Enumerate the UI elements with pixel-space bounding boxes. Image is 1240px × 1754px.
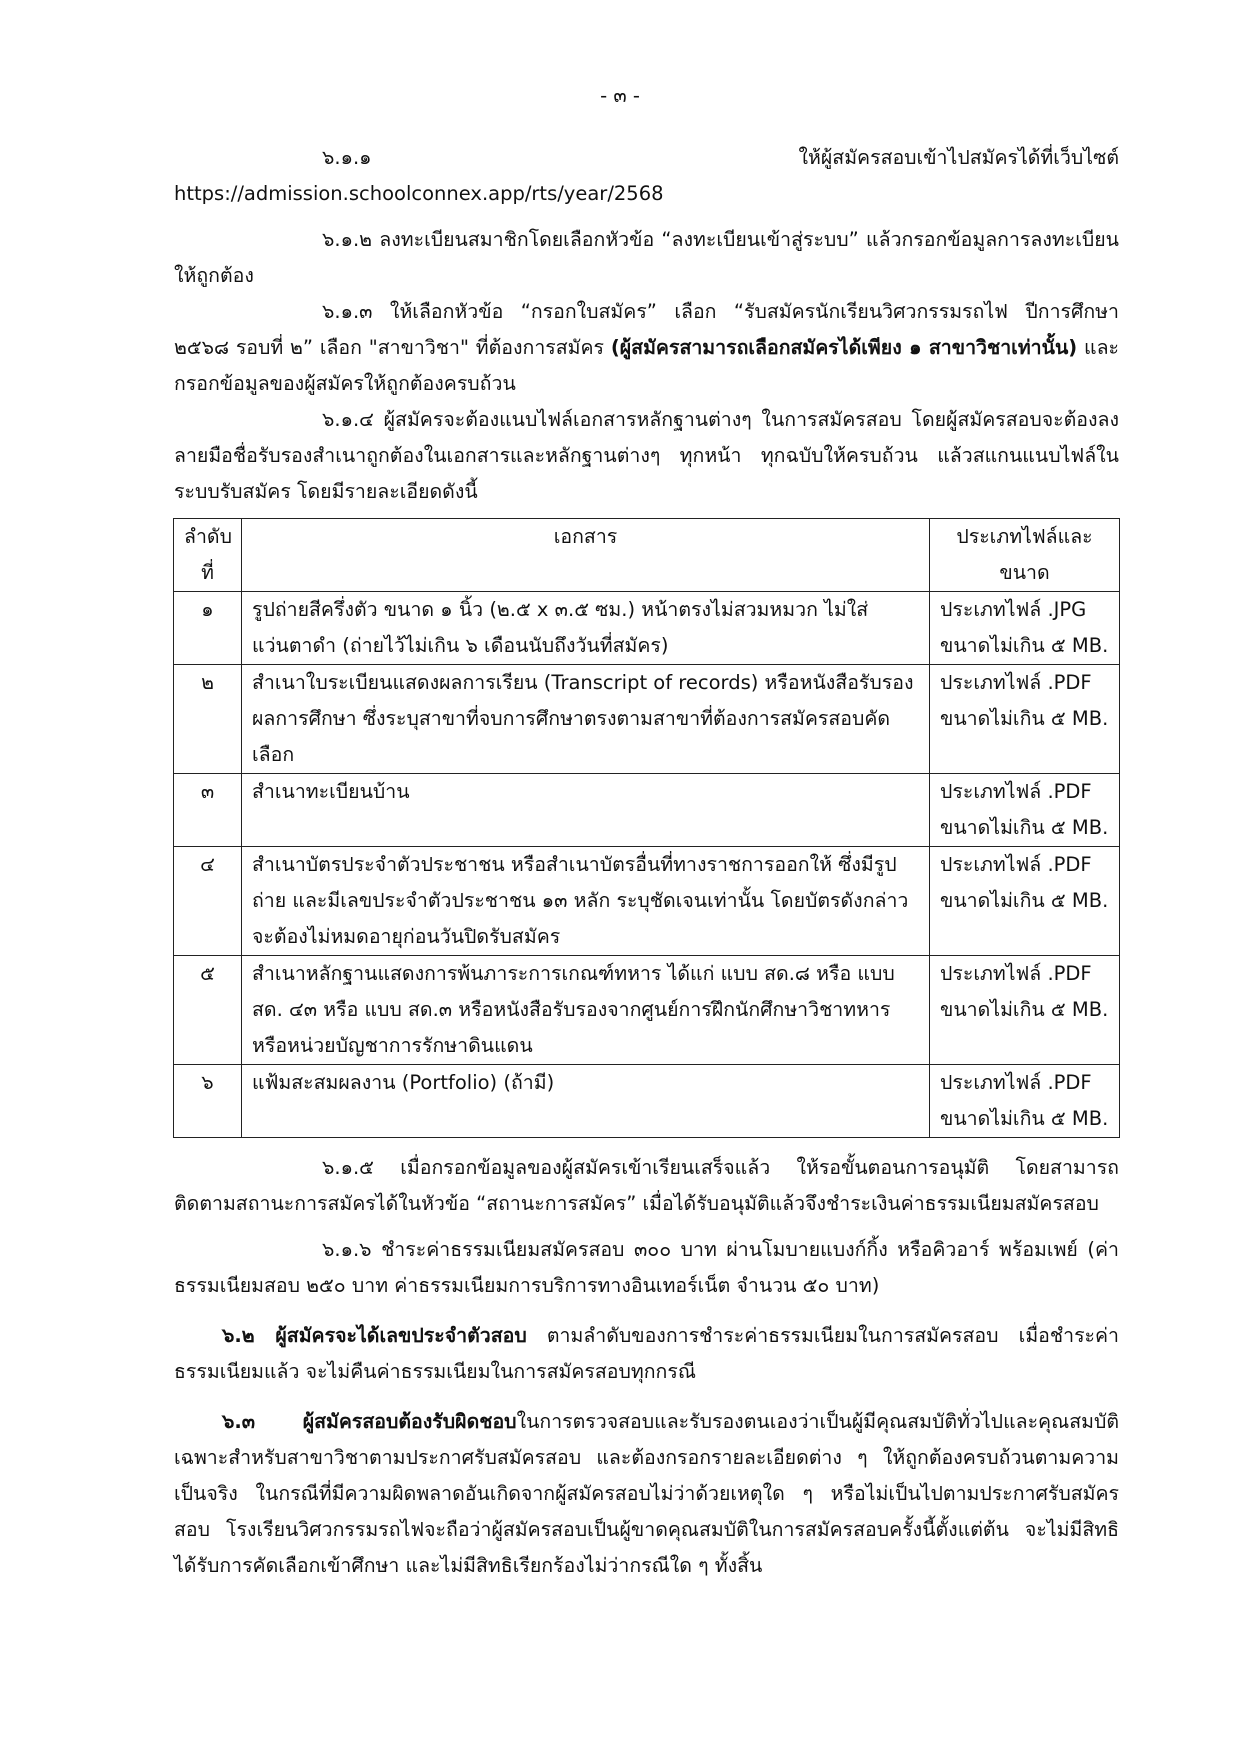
row-document: สำเนาหลักฐานแสดงการพ้นภาระการเกณฑ์ทหาร ได้แก่ แบบ สด.๘ หรือ แบบ สด. ๔๓ หรือ แบบ สด.๓ หรือหนังสือรับรองจากศูนย์การฝึกนักศึกษาวิชาทหาร หรือหน่วยบัญชาการรักษาดินแดน xyxy=(242,956,930,1065)
header-file-type: ประเภทไฟล์และขนาด xyxy=(930,519,1120,592)
table-row xyxy=(174,592,1120,665)
paragraph-6-1-1: ๖.๑.๑ ให้ผู้สมัครสอบเข้าไปสมัครได้ที่เว็บไซต์ https://admission.schoolconnex.app/rts/year/2568 xyxy=(174,146,1119,205)
row-document: รูปถ่ายสีครึ่งตัว ขนาด ๑ นิ้ว (๒.๕ x ๓.๕ ซม.) หน้าตรงไม่สวมหมวก ไม่ใส่แว่นตาดำ (ถ่ายไว้ไม่เกิน ๖ เดือนนับถึงวันที่สมัคร) xyxy=(242,592,930,665)
row-file-type: ประเภทไฟล์ .PDF xyxy=(940,671,1092,694)
row-file-type: ประเภทไฟล์ .PDF xyxy=(940,780,1092,803)
row-document: สำเนาบัตรประจำตัวประชาชน หรือสำเนาบัตรอื่นที่ทางราชการออกให้ ซึ่งมีรูปถ่าย และมีเลขประจำตัวประชาชน ๑๓ หลัก ระบุชัดเจนเท่านั้น โดยบัตรดังกล่าวจะต้องไม่หมดอายุก่อนวันปิดรับสมัคร xyxy=(242,847,930,956)
row-number: ๑ xyxy=(174,592,242,665)
paragraph-6-1-2: ๖.๑.๒ ลงทะเบียนสมาชิกโดยเลือกหัวข้อ “ลงทะเบียนเข้าสู่ระบบ” แล้วกรอกข้อมูลการลงทะเบียนให้ถูกต้อง xyxy=(174,228,1119,287)
row-number: ๖ xyxy=(174,1065,242,1138)
row-file-info xyxy=(930,592,1120,665)
table-row xyxy=(174,847,1120,956)
row-file-size: ขนาดไม่เกิน ๕ MB. xyxy=(940,998,1109,1021)
paragraph-6-2 xyxy=(174,1318,1119,1390)
row-file-type: ประเภทไฟล์ .PDF xyxy=(940,853,1092,876)
row-file-size: ขนาดไม่เกิน ๕ MB. xyxy=(940,1107,1109,1130)
row-document: แฟ้มสะสมผลงาน (Portfolio) (ถ้ามี) xyxy=(242,1065,930,1138)
table-header-row xyxy=(174,519,1120,592)
row-number: ๒ xyxy=(174,665,242,774)
row-number: ๕ xyxy=(174,956,242,1065)
row-file-info xyxy=(930,665,1120,774)
paragraph-6-1-3 xyxy=(174,294,1119,402)
table-row xyxy=(174,1065,1120,1138)
paragraph-6-1-6: ๖.๑.๖ ชำระค่าธรรมเนียมสมัครสอบ ๓๐๐ บาท ผ่านโมบายแบงก์กิ้ง หรือคิวอาร์ พร้อมเพย์ (ค่าธรรมเนียมสอบ ๒๕๐ บาท ค่าธรรมเนียมการบริการทางอินเทอร์เน็ต จำนวน ๕๐ บาท) xyxy=(174,1238,1119,1297)
row-file-size: ขนาดไม่เกิน ๕ MB. xyxy=(940,816,1109,839)
paragraph-6-1-3-bold-note: (ผู้สมัครสามารถเลือกสมัครได้เพียง ๑ สาขาวิชาเท่านั้น) xyxy=(610,336,1078,359)
paragraph-6-1-5: ๖.๑.๕ เมื่อกรอกข้อมูลของผู้สมัครเข้าเรียนเสร็จแล้ว ให้รอขั้นตอนการอนุมัติ โดยสามารถติดตามสถานะการสมัครได้ในหัวข้อ “สถานะการสมัคร” เมื่อได้รับอนุมัติแล้วจึงชำระเงินค่าธรรมเนียมสมัครสอบ xyxy=(174,1156,1119,1215)
row-file-type: ประเภทไฟล์ .JPG xyxy=(940,598,1087,621)
row-file-size: ขนาดไม่เกิน ๕ MB. xyxy=(940,707,1109,730)
row-file-info xyxy=(930,847,1120,956)
header-document: เอกสาร xyxy=(242,519,930,592)
row-file-info xyxy=(930,774,1120,847)
table-row xyxy=(174,774,1120,847)
row-file-size: ขนาดไม่เกิน ๕ MB. xyxy=(940,634,1109,657)
page-number: - ๓ - xyxy=(600,84,640,107)
document-body xyxy=(174,140,1119,1584)
row-file-info xyxy=(930,1065,1120,1138)
paragraph-6-1-4: ๖.๑.๔ ผู้สมัครจะต้องแนบไฟล์เอกสารหลักฐานต่างๆ ในการสมัครสอบ โดยผู้สมัครสอบจะต้องลงลายมือชื่อรับรองสำเนาถูกต้องในเอกสารและหลักฐานต่างๆ ทุกหน้า ทุกฉบับให้ครบถ้วน แล้วสแกนแนบไฟล์ในระบบรับสมัคร โดยมีรายละเอียดดังนี้ xyxy=(174,408,1119,503)
row-file-type: ประเภทไฟล์ .PDF xyxy=(940,1071,1092,1094)
row-document: สำเนาใบระเบียนแสดงผลการเรียน (Transcript of records) หรือหนังสือรับรองผลการศึกษา ซึ่งระบุสาขาที่จบการศึกษาตรงตามสาขาที่ต้องการสมัครสอบคัดเลือก xyxy=(242,665,930,774)
paragraph-6-3 xyxy=(174,1404,1119,1584)
row-document: สำเนาทะเบียนบ้าน xyxy=(242,774,930,847)
paragraph-6-1-3-tail: และกรอกข้อมูลของผู้สมัครให้ถูกต้องครบถ้วน xyxy=(174,336,1120,395)
row-file-size: ขนาดไม่เกิน ๕ MB. xyxy=(940,889,1109,912)
row-file-type: ประเภทไฟล์ .PDF xyxy=(940,962,1092,985)
table-row xyxy=(174,665,1120,774)
documents-table xyxy=(173,518,1120,1138)
row-file-info xyxy=(930,956,1120,1065)
paragraph-6-2-text: ตามลำดับของการชำระค่าธรรมเนียมในการสมัครสอบ เมื่อชำระค่าธรรมเนียมแล้ว จะไม่คืนค่าธรรมเนียมในการสมัครสอบทุกกรณี xyxy=(174,1324,1120,1383)
row-number: ๔ xyxy=(174,847,242,956)
row-number: ๓ xyxy=(174,774,242,847)
paragraph-6-2-heading: ๖.๒ ผู้สมัครจะได้เลขประจำตัวสอบ xyxy=(222,1324,527,1347)
paragraph-6-3-heading: ๖.๓ ผู้สมัครสอบต้องรับผิดชอบ xyxy=(222,1410,517,1433)
paragraph-6-1-3-text: ๖.๑.๓ ให้เลือกหัวข้อ “กรอกใบสมัคร” เลือก “รับสมัครนักเรียนวิศวกรรมรถไฟ ปีการศึกษา ๒๕๖๘ รอบที่ ๒” เลือก "สาขาวิชา" ที่ต้องการสมัคร xyxy=(174,300,1119,359)
table-row xyxy=(174,956,1120,1065)
paragraph-6-3-text: ในการตรวจสอบและรับรองตนเองว่าเป็นผู้มีคุณสมบัติทั่วไปและคุณสมบัติเฉพาะสำหรับสาขาวิชาตามประกาศรับสมัครสอบ และต้องกรอกรายละเอียดต่าง ๆ ให้ถูกต้องครบถ้วนตามความเป็นจริง ในกรณีที่มีความผิดพลาดอันเกิดจากผู้สมัครสอบไม่ว่าด้วยเหตุใด ๆ หรือไม่เป็นไปตามประกาศรับสมัครสอบ โรงเรียนวิศวกรรมรถไฟจะถือว่าผู้สมัครสอบเป็นผู้ขาดคุณสมบัติในการสมัครสอบครั้งนี้ตั้งแต่ต้น จะไม่มีสิทธิได้รับการคัดเลือกเข้าศึกษา และไม่มีสิทธิเรียกร้องไม่ว่ากรณีใด ๆ ทั้งสิ้น xyxy=(174,1410,1119,1577)
header-order: ลำดับที่ xyxy=(174,519,242,592)
